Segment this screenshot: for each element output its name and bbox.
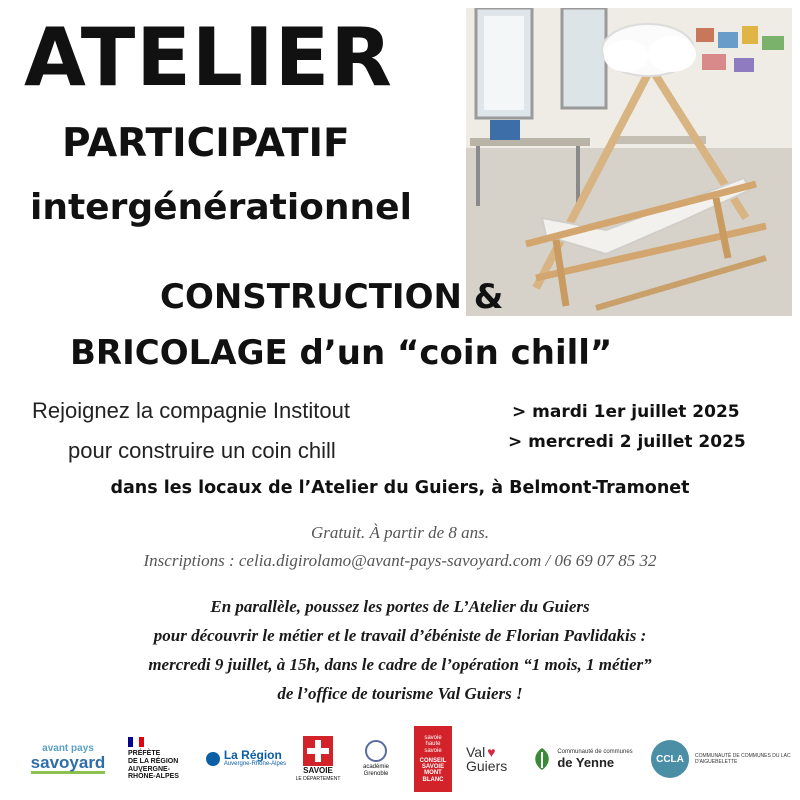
ccla-circle-icon: CCLA <box>651 740 689 778</box>
heart-icon: ♥ <box>487 744 496 760</box>
headline-construction: CONSTRUCTION & <box>160 277 504 317</box>
academie-icon <box>365 740 387 762</box>
yenne-leaf-icon <box>531 746 553 772</box>
price-info: Gratuit. À partir de 8 ans. <box>310 523 490 542</box>
parallel-line-4: de l’office de tourisme Val Guiers ! <box>277 684 523 703</box>
ccla-logo: CCLA COMMUNAUTÉ DE COMMUNES DU LAC D'AIGUEBELETTE <box>648 726 794 792</box>
title-participatif: PARTICIPATIF <box>62 121 350 166</box>
intro-line-1: Rejoignez la compagnie Institout <box>32 398 350 423</box>
flag-icon <box>128 737 144 747</box>
registration-info: Inscriptions : celia.digirolamo@avant-pays-savoyard.com / 06 69 07 85 32 <box>143 551 657 570</box>
region-icon <box>206 752 220 766</box>
title-atelier: ATELIER <box>24 11 393 104</box>
academie-grenoble-logo: académie Grenoble <box>350 726 402 792</box>
val-guiers-logo: Val ♥ Guiers <box>466 744 508 774</box>
coin-chill-photo <box>466 8 792 316</box>
parallel-line-2: pour découvrir le métier et le travail d’ébéniste de Florian Pavlidakis : <box>153 626 647 645</box>
classroom-hammock-illustration <box>466 8 792 316</box>
date-1: > mardi 1er juillet 2025 <box>512 402 740 422</box>
date-2: > mercredi 2 juillet 2025 <box>508 432 746 452</box>
parallel-line-3: mercredi 9 juillet, à 15h, dans le cadre de l’opération “1 mois, 1 métier” <box>148 655 652 674</box>
region-auvergne-logo: La Région Auvergne-Rhône-Alpes <box>204 726 288 792</box>
parallel-line-1: En parallèle, poussez les portes de L’Atelier du Guiers <box>210 597 590 616</box>
conseil-savoie-mont-blanc-logo: savoie haute savoie CONSEIL SAVOIE MONT BLANC <box>414 726 452 792</box>
location: dans les locaux de l’Atelier du Guiers, à Belmont-Tramonet <box>110 478 690 498</box>
avant-pays-savoyard-logo: avant pays savoyard <box>30 743 106 772</box>
savoie-departement-logo: SAVOIE LE DÉPARTEMENT <box>294 726 342 792</box>
headline-bricolage: BRICOLAGE d’un “coin chill” <box>70 333 613 373</box>
yenne-logo: Communauté de communes de Yenne <box>528 726 636 792</box>
prefete-region-logo: PRÉFÈTE DE LA RÉGION AUVERGNE- RHÔNE-ALPES <box>128 726 194 792</box>
title-intergenerationnel: intergénérationnel <box>30 187 412 228</box>
intro-line-2: pour construire un coin chill <box>68 438 336 463</box>
savoie-cross-icon <box>303 736 333 766</box>
